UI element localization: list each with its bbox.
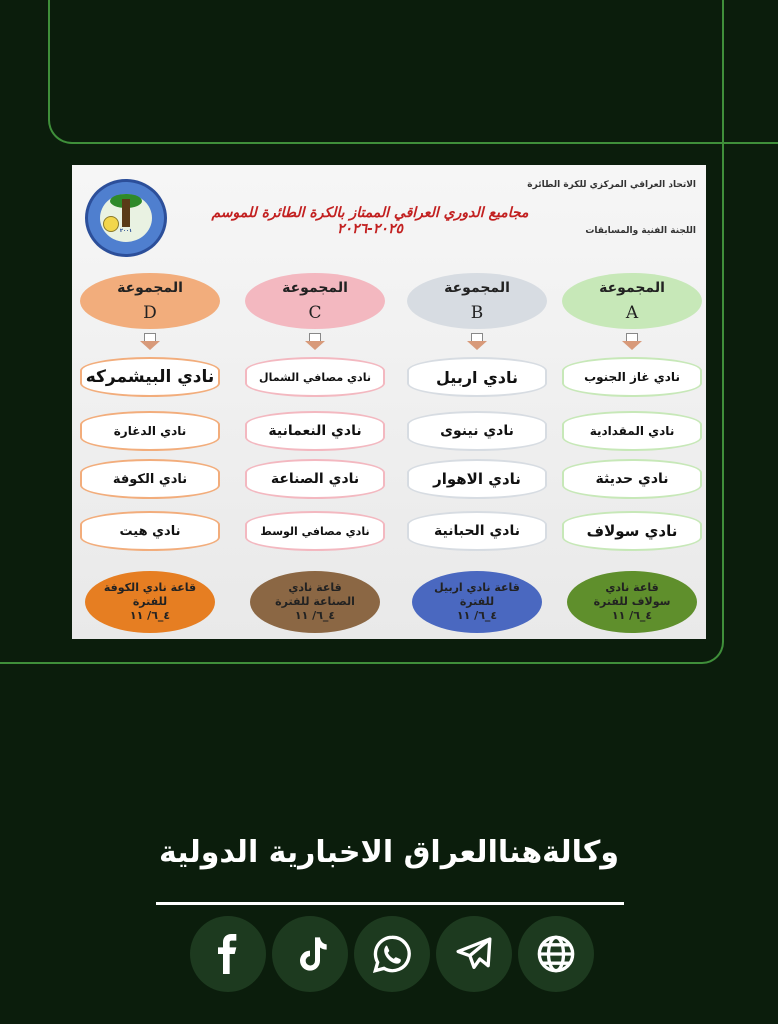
group-letter: D (143, 303, 157, 323)
venue-badge (412, 571, 542, 633)
venue-line: ٤_٦/ ١١ (611, 609, 653, 622)
venue-line: ٤_٦/ ١١ (294, 609, 336, 622)
group-column-a (562, 165, 702, 639)
groups-poster-image (72, 165, 706, 639)
agency-name: وكالةهناالعراق الاخبارية الدولية (159, 835, 619, 870)
venue-line: قاعة نادي (605, 581, 659, 594)
poster-title: مجاميع الدوري العراقي الممتاز بالكرة الطائرة للموسم ٢٠٢٥-٢٠٢٦ (211, 205, 529, 237)
club-name: نادي البيشمركه (80, 357, 220, 397)
club-name: نادي الدغارة (80, 411, 220, 451)
telegram-icon[interactable] (436, 916, 512, 992)
group-header (80, 273, 220, 329)
club-name: نادي الاهوار (407, 459, 547, 499)
logo-year: ٢٠٠١ (119, 228, 133, 234)
club-name: نادي مصافي الوسط (245, 511, 385, 551)
globe-icon[interactable] (518, 916, 594, 992)
venue-line: قاعة نادي اربيل (434, 581, 520, 594)
committee-name: اللجنة الفنية والمسابقات (585, 226, 696, 236)
venue-line: ٤_٦/ ١١ (456, 609, 498, 622)
tiktok-icon[interactable] (272, 916, 348, 992)
venue-badge (250, 571, 380, 633)
club-name: نادي الكوفة (80, 459, 220, 499)
group-label: المجموعة (444, 280, 510, 296)
group-letter: C (308, 303, 322, 323)
federation-name: الاتحاد العراقي المركزي للكرة الطائرة (527, 180, 696, 190)
decorative-frame-top (48, 0, 724, 144)
facebook-icon[interactable] (190, 916, 266, 992)
venue-line: ٤_٦/ ١١ (129, 609, 171, 622)
whatsapp-icon[interactable] (354, 916, 430, 992)
group-label: المجموعة (282, 280, 348, 296)
group-letter: B (470, 303, 484, 323)
venue-line: قاعة نادي الكوفة (103, 581, 197, 594)
club-name: نادي نينوى (407, 411, 547, 451)
club-name: نادي غاز الجنوب (562, 357, 702, 397)
club-name: نادي هيت (80, 511, 220, 551)
decorative-frame-line (720, 142, 778, 144)
venue-line: الصناعة للفترة (275, 595, 355, 608)
group-column-d (80, 165, 220, 639)
arrow-down-icon (309, 333, 321, 342)
group-letter: A (625, 303, 639, 323)
group-label: المجموعة (599, 280, 665, 296)
group-header (245, 273, 385, 329)
venue-badge (85, 571, 215, 633)
venue-line: للفترة (132, 595, 168, 608)
arrow-down-icon (471, 333, 483, 342)
venue-line: للفترة (459, 595, 495, 608)
divider (156, 902, 624, 905)
venue-line: قاعة نادي (288, 581, 342, 594)
venue-line: سولاف للفترة (593, 595, 671, 608)
arrow-down-icon (626, 333, 638, 342)
group-column-b (407, 165, 547, 639)
club-name: نادي مصافي الشمال (245, 357, 385, 397)
group-header (562, 273, 702, 329)
club-name: نادي اربيل (407, 357, 547, 397)
social-links (190, 916, 595, 996)
group-header (407, 273, 547, 329)
club-name: نادي سولاف (562, 511, 702, 551)
club-name: نادي حديثة (562, 459, 702, 499)
arrow-down-icon (144, 333, 156, 342)
club-name: نادي المقدادية (562, 411, 702, 451)
group-label: المجموعة (117, 280, 183, 296)
club-name: نادي النعمانية (245, 411, 385, 451)
club-name: نادي الحبانية (407, 511, 547, 551)
group-column-c (245, 165, 385, 639)
club-name: نادي الصناعة (245, 459, 385, 499)
venue-badge (567, 571, 697, 633)
